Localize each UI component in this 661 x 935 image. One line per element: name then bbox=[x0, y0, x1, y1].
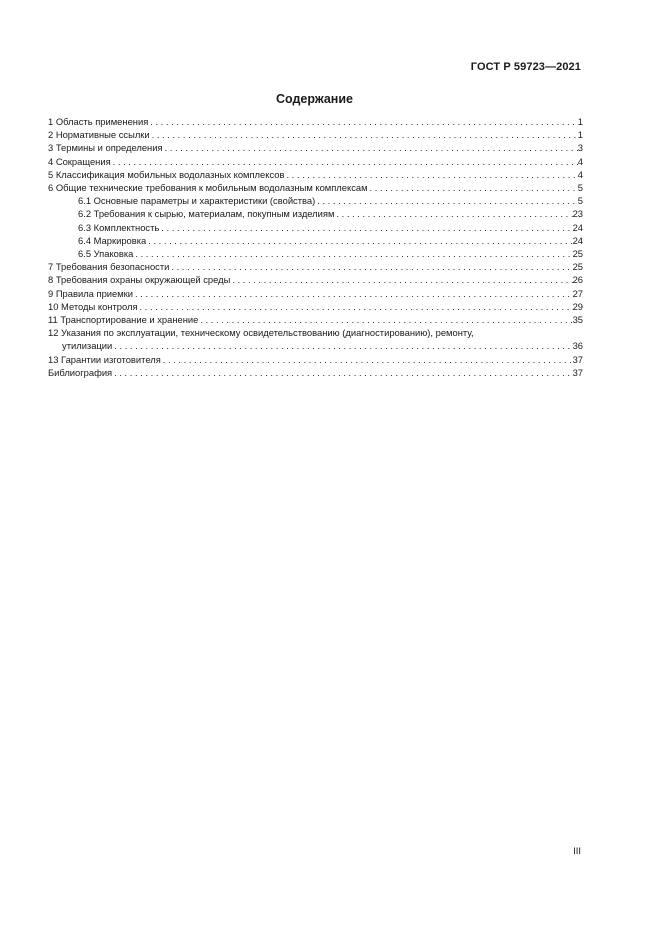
toc-entry-13[interactable] bbox=[48, 353, 583, 366]
toc-entry-6-1[interactable] bbox=[48, 194, 583, 207]
toc-entry-2[interactable] bbox=[48, 128, 583, 141]
dot-leader bbox=[198, 313, 572, 326]
toc-entry-label: 3 Термины и определения bbox=[48, 142, 163, 154]
dot-leader bbox=[334, 207, 572, 220]
toc-entry-label-line1 bbox=[48, 326, 583, 339]
dot-leader bbox=[161, 353, 573, 366]
toc-entry-1[interactable] bbox=[48, 115, 583, 128]
dot-leader bbox=[112, 366, 572, 379]
toc-entry-6-2[interactable] bbox=[48, 207, 583, 220]
toc-entry-label: 6 Общие технические требования к мобильным водолазным комплексам bbox=[48, 182, 368, 194]
toc-entry-label: 7 Требования безопасности bbox=[48, 261, 170, 273]
page-number: III bbox=[573, 846, 581, 857]
dot-leader bbox=[230, 273, 572, 286]
dot-leader bbox=[133, 247, 572, 260]
document-code: ГОСТ Р 59723—2021 bbox=[470, 61, 581, 73]
dot-leader bbox=[111, 155, 578, 168]
toc-entry-label: 6.2 Требования к сырью, материалам, покупным изделиям bbox=[78, 208, 335, 220]
toc-entry-11[interactable] bbox=[48, 313, 583, 326]
dot-leader bbox=[133, 287, 573, 300]
toc-entry-label: 13 Гарантии изготовителя bbox=[48, 353, 161, 365]
toc-entry-label: 1 Область применения bbox=[48, 116, 149, 127]
toc-entry-label-line2 bbox=[48, 339, 583, 352]
toc-entry-label: утилизации bbox=[62, 340, 113, 352]
toc-entry-page: 26 bbox=[572, 274, 583, 286]
dot-leader bbox=[169, 260, 572, 273]
toc-entry-label: 6.5 Упаковка bbox=[78, 248, 134, 260]
toc-entry-page: 37 bbox=[572, 366, 583, 378]
table-of-contents bbox=[48, 115, 583, 379]
toc-entry-page: 25 bbox=[572, 248, 583, 260]
toc-entry-page: 36 bbox=[572, 340, 583, 352]
dot-leader bbox=[159, 221, 572, 234]
toc-entry-3[interactable] bbox=[48, 141, 583, 154]
toc-entry-page: 1 bbox=[577, 129, 583, 141]
toc-entry-7[interactable] bbox=[48, 260, 583, 273]
toc-entry-label: 6.3 Комплектность bbox=[78, 221, 160, 233]
toc-entry-page: 5 bbox=[577, 182, 583, 194]
toc-entry-5[interactable] bbox=[48, 168, 583, 181]
dot-leader bbox=[112, 339, 572, 352]
toc-entry-label: Библиография bbox=[48, 366, 113, 378]
toc-entry-6-4[interactable] bbox=[48, 234, 583, 247]
toc-entry-label: 9 Правила приемки bbox=[48, 287, 134, 299]
toc-entry-page: 4 bbox=[577, 155, 583, 167]
toc-entry-page: 24 bbox=[572, 234, 583, 246]
toc-entry-page: 24 bbox=[572, 221, 583, 233]
toc-entry-page: 25 bbox=[572, 261, 583, 273]
toc-entry-8[interactable] bbox=[48, 273, 583, 286]
dot-leader bbox=[284, 168, 577, 181]
toc-entry-page: 27 bbox=[572, 287, 583, 299]
toc-title: Содержание bbox=[275, 92, 353, 106]
toc-entry-6-5[interactable] bbox=[48, 247, 583, 260]
toc-entry-label: 11 Транспортирование и хранение bbox=[48, 314, 199, 326]
toc-entry-4[interactable] bbox=[48, 155, 583, 168]
toc-entry-page: 37 bbox=[572, 353, 583, 365]
toc-entry-label: 6.1 Основные параметры и характеристики (свойства) bbox=[78, 195, 316, 207]
toc-entry-page: 1 bbox=[577, 116, 583, 127]
dot-leader bbox=[138, 300, 573, 313]
toc-entry-label: 10 Методы контроля bbox=[48, 300, 138, 312]
toc-entry-label: 2 Нормативные ссылки bbox=[48, 129, 150, 141]
toc-entry-page: 35 bbox=[572, 314, 583, 326]
toc-entry-6[interactable] bbox=[48, 181, 583, 194]
dot-leader bbox=[368, 181, 578, 194]
dot-leader bbox=[163, 141, 578, 154]
toc-entry-label: 8 Требования охраны окружающей среды bbox=[48, 274, 231, 286]
toc-entry-6-3[interactable] bbox=[48, 221, 583, 234]
toc-entry-label: 5 Классификация мобильных водолазных комплексов bbox=[48, 168, 285, 180]
dot-leader bbox=[150, 128, 578, 141]
dot-leader bbox=[146, 234, 572, 247]
toc-entry-12[interactable] bbox=[48, 326, 583, 352]
toc-entry-page: 3 bbox=[577, 142, 583, 154]
toc-entry-bibliography[interactable] bbox=[48, 366, 583, 379]
toc-entry-label: 4 Сокращения bbox=[48, 155, 111, 167]
dot-leader bbox=[315, 194, 578, 207]
toc-entry-page: 5 bbox=[577, 195, 583, 207]
dot-leader bbox=[148, 115, 577, 128]
toc-entry-label: 12 Указания по эксплуатации, техническому освидетельствованию (диагностированию), ремонту, bbox=[48, 327, 474, 339]
toc-entry-9[interactable] bbox=[48, 287, 583, 300]
toc-entry-10[interactable] bbox=[48, 300, 583, 313]
toc-entry-page: 4 bbox=[577, 168, 583, 180]
toc-entry-label: 6.4 Маркировка bbox=[78, 234, 147, 246]
toc-entry-page: 23 bbox=[572, 208, 583, 220]
toc-entry-page: 29 bbox=[572, 300, 583, 312]
